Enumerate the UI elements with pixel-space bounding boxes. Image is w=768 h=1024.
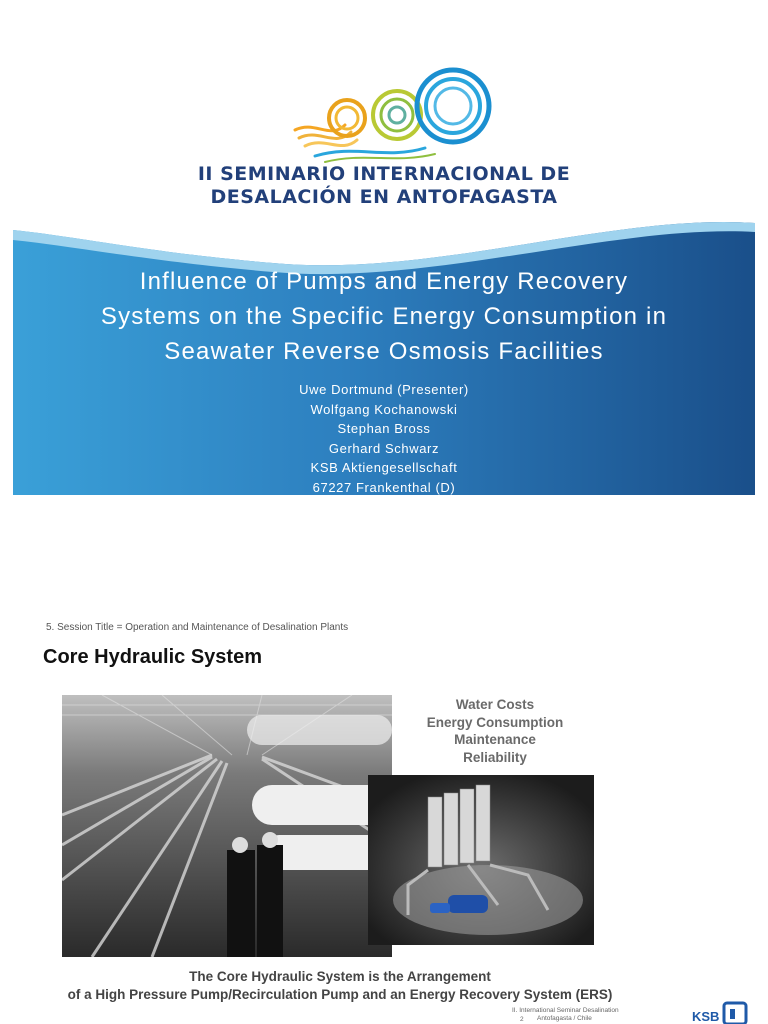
key-factors-list xyxy=(405,696,585,766)
seminar-title-line2: DESALACIÓN EN ANTOFAGASTA xyxy=(210,186,558,208)
footer-line: Antofagasta / Chile xyxy=(537,1015,592,1022)
title-line: Influence of Pumps and Energy Recovery xyxy=(139,268,629,295)
title-line: Seawater Reverse Osmosis Facilities xyxy=(164,338,604,365)
footer-text xyxy=(512,1007,619,1023)
slide-heading: Core Hydraulic System xyxy=(43,646,262,668)
author-list xyxy=(14,380,754,498)
ksb-logo-text: KSB xyxy=(692,1009,720,1024)
footer-line: II. International Seminar Desalination xyxy=(512,1007,619,1014)
system-render xyxy=(368,775,594,945)
title-slide xyxy=(0,0,768,510)
author-line: Uwe Dortmund (Presenter) xyxy=(299,382,469,397)
page-number: 2 xyxy=(520,1016,524,1023)
author-line: Wolfgang Kochanowski xyxy=(310,401,458,417)
presentation-title xyxy=(14,264,754,369)
author-line: 67227 Frankenthal (D) xyxy=(312,479,456,495)
author-line: Gerhard Schwarz xyxy=(328,440,440,456)
caption-line: The Core Hydraulic System is the Arrangement xyxy=(189,969,491,984)
session-title: 5. Session Title = Operation and Maintenance of Desalination Plants xyxy=(46,622,349,633)
plant-photo xyxy=(62,695,392,957)
slide-caption xyxy=(0,968,680,1004)
factor-item: Energy Consumption xyxy=(426,714,564,730)
factor-item: Maintenance xyxy=(454,732,536,747)
author-line: KSB Aktiengesellschaft xyxy=(310,460,458,476)
author-line: Stephan Bross xyxy=(337,421,431,437)
seminar-title-line1: II SEMINARIO INTERNACIONAL DE xyxy=(197,163,571,185)
seminar-logo xyxy=(285,60,500,165)
title-line: Systems on the Specific Energy Consumption in xyxy=(100,303,668,330)
caption-line: of a High Pressure Pump/Recirculation Pump and an Energy Recovery System (ERS) xyxy=(67,987,613,1002)
ksb-logo xyxy=(692,999,752,1024)
factor-item: Water Costs xyxy=(455,697,535,712)
factor-item: Reliability xyxy=(463,749,527,765)
